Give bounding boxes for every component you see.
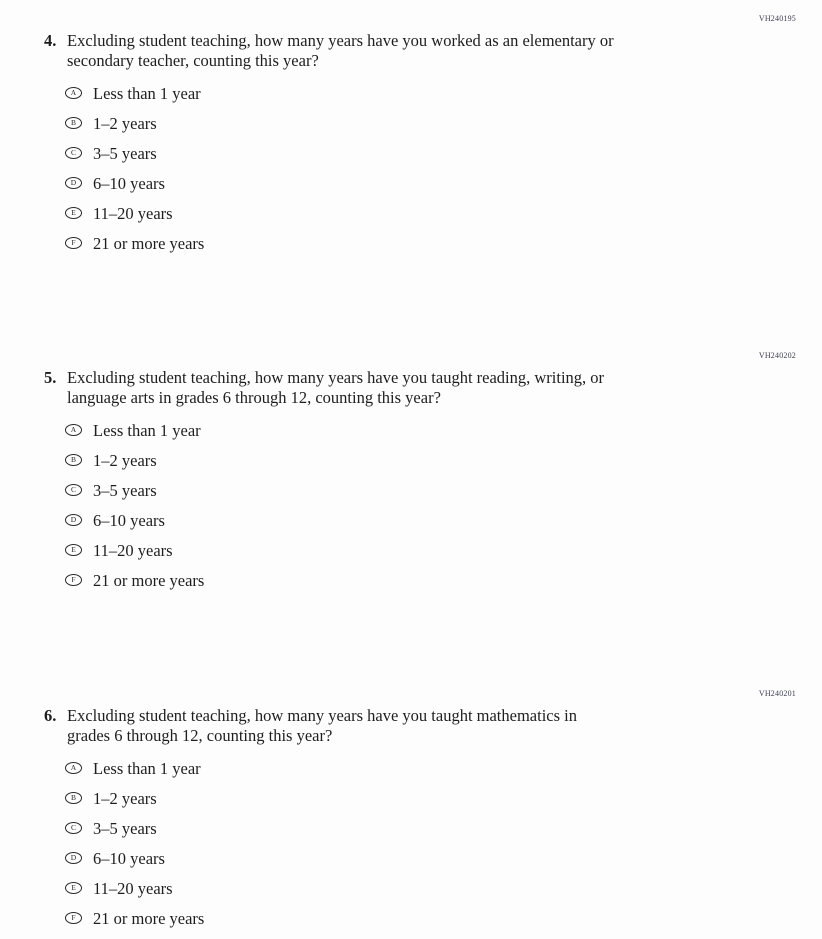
option-label: Less than 1 year: [93, 420, 201, 440]
answer-options: [65, 753, 796, 933]
question-row: [44, 706, 796, 746]
question-number: 5.: [44, 368, 57, 387]
question-text-line: grades 6 through 12, counting this year?: [67, 726, 333, 745]
option-label: 3–5 years: [93, 818, 157, 838]
option-label: 21 or more years: [93, 908, 205, 928]
question-number: 4.: [44, 31, 57, 50]
option-letter: A: [70, 88, 77, 98]
answer-option: [65, 415, 796, 445]
answer-bubble-icon[interactable]: [65, 454, 82, 466]
answer-option: [65, 445, 796, 475]
option-label: 11–20 years: [93, 540, 173, 560]
question-text-line: language arts in grades 6 through 12, counting this year?: [67, 388, 441, 407]
answer-bubble-icon[interactable]: [65, 882, 82, 894]
answer-options: [65, 415, 796, 595]
answer-bubble-icon[interactable]: [65, 87, 82, 99]
answer-bubble-icon[interactable]: [65, 177, 82, 189]
answer-bubble-icon[interactable]: [65, 424, 82, 436]
answer-option: [65, 813, 796, 843]
option-label: 11–20 years: [93, 878, 173, 898]
option-letter: D: [70, 853, 77, 863]
option-label: 21 or more years: [93, 570, 205, 590]
answer-bubble-icon[interactable]: [65, 514, 82, 526]
question-accession-code: VH240201: [758, 689, 796, 698]
question-row: [44, 368, 796, 408]
option-letter: C: [70, 823, 76, 833]
answer-option: [65, 168, 796, 198]
question-block-4: [44, 14, 796, 264]
option-letter: C: [70, 148, 76, 158]
option-letter: E: [71, 545, 76, 555]
answer-bubble-icon[interactable]: [65, 237, 82, 249]
answer-option: [65, 78, 796, 108]
option-label: 1–2 years: [93, 450, 157, 470]
option-letter: B: [70, 793, 76, 803]
answer-bubble-icon[interactable]: [65, 822, 82, 834]
option-label: 3–5 years: [93, 480, 157, 500]
option-letter: F: [71, 238, 76, 248]
question-number: 6.: [44, 706, 57, 725]
option-letter: E: [71, 883, 76, 893]
answer-bubble-icon[interactable]: [65, 544, 82, 556]
option-label: 6–10 years: [93, 510, 165, 530]
option-letter: E: [71, 208, 76, 218]
question-row: [44, 31, 796, 71]
question-text-line: Excluding student teaching, how many years have you taught reading, writing, or: [67, 368, 605, 387]
question-text: [67, 368, 604, 408]
question-text-line: Excluding student teaching, how many years have you taught mathematics in: [67, 706, 577, 725]
option-letter: C: [70, 485, 76, 495]
answer-bubble-icon[interactable]: [65, 762, 82, 774]
answer-options: [65, 78, 796, 258]
answer-bubble-icon[interactable]: [65, 207, 82, 219]
answer-bubble-icon[interactable]: [65, 147, 82, 159]
question-block-6: [44, 689, 796, 939]
option-label: 6–10 years: [93, 173, 165, 193]
question-text: [67, 706, 577, 746]
answer-option: [65, 753, 796, 783]
answer-option: [65, 228, 796, 258]
answer-option: [65, 873, 796, 903]
option-label: 1–2 years: [93, 113, 157, 133]
answer-option: [65, 108, 796, 138]
answer-bubble-icon[interactable]: [65, 792, 82, 804]
question-text-line: secondary teacher, counting this year?: [67, 51, 319, 70]
option-letter: D: [70, 515, 77, 525]
answer-option: [65, 535, 796, 565]
option-letter: B: [70, 118, 76, 128]
option-label: 11–20 years: [93, 203, 173, 223]
option-letter: F: [71, 575, 76, 585]
question-accession-code: VH240202: [758, 351, 796, 360]
answer-bubble-icon[interactable]: [65, 484, 82, 496]
answer-option: [65, 198, 796, 228]
answer-option: [65, 783, 796, 813]
option-letter: A: [70, 763, 77, 773]
option-letter: A: [70, 425, 77, 435]
question-accession-code: VH240195: [758, 14, 796, 23]
answer-option: [65, 903, 796, 933]
option-label: 3–5 years: [93, 143, 157, 163]
option-label: 1–2 years: [93, 788, 157, 808]
answer-option: [65, 843, 796, 873]
question-block-5: [44, 351, 796, 601]
answer-option: [65, 138, 796, 168]
answer-option: [65, 475, 796, 505]
question-text-line: Excluding student teaching, how many years have you worked as an elementary or: [67, 31, 614, 50]
answer-bubble-icon[interactable]: [65, 912, 82, 924]
answer-option: [65, 565, 796, 595]
answer-bubble-icon[interactable]: [65, 574, 82, 586]
answer-bubble-icon[interactable]: [65, 117, 82, 129]
answer-bubble-icon[interactable]: [65, 852, 82, 864]
answer-option: [65, 505, 796, 535]
option-letter: D: [70, 178, 77, 188]
option-label: Less than 1 year: [93, 758, 201, 778]
option-letter: F: [71, 913, 76, 923]
option-label: 6–10 years: [93, 848, 165, 868]
option-label: 21 or more years: [93, 233, 205, 253]
option-letter: B: [70, 455, 76, 465]
option-label: Less than 1 year: [93, 83, 201, 103]
question-text: [67, 31, 614, 71]
